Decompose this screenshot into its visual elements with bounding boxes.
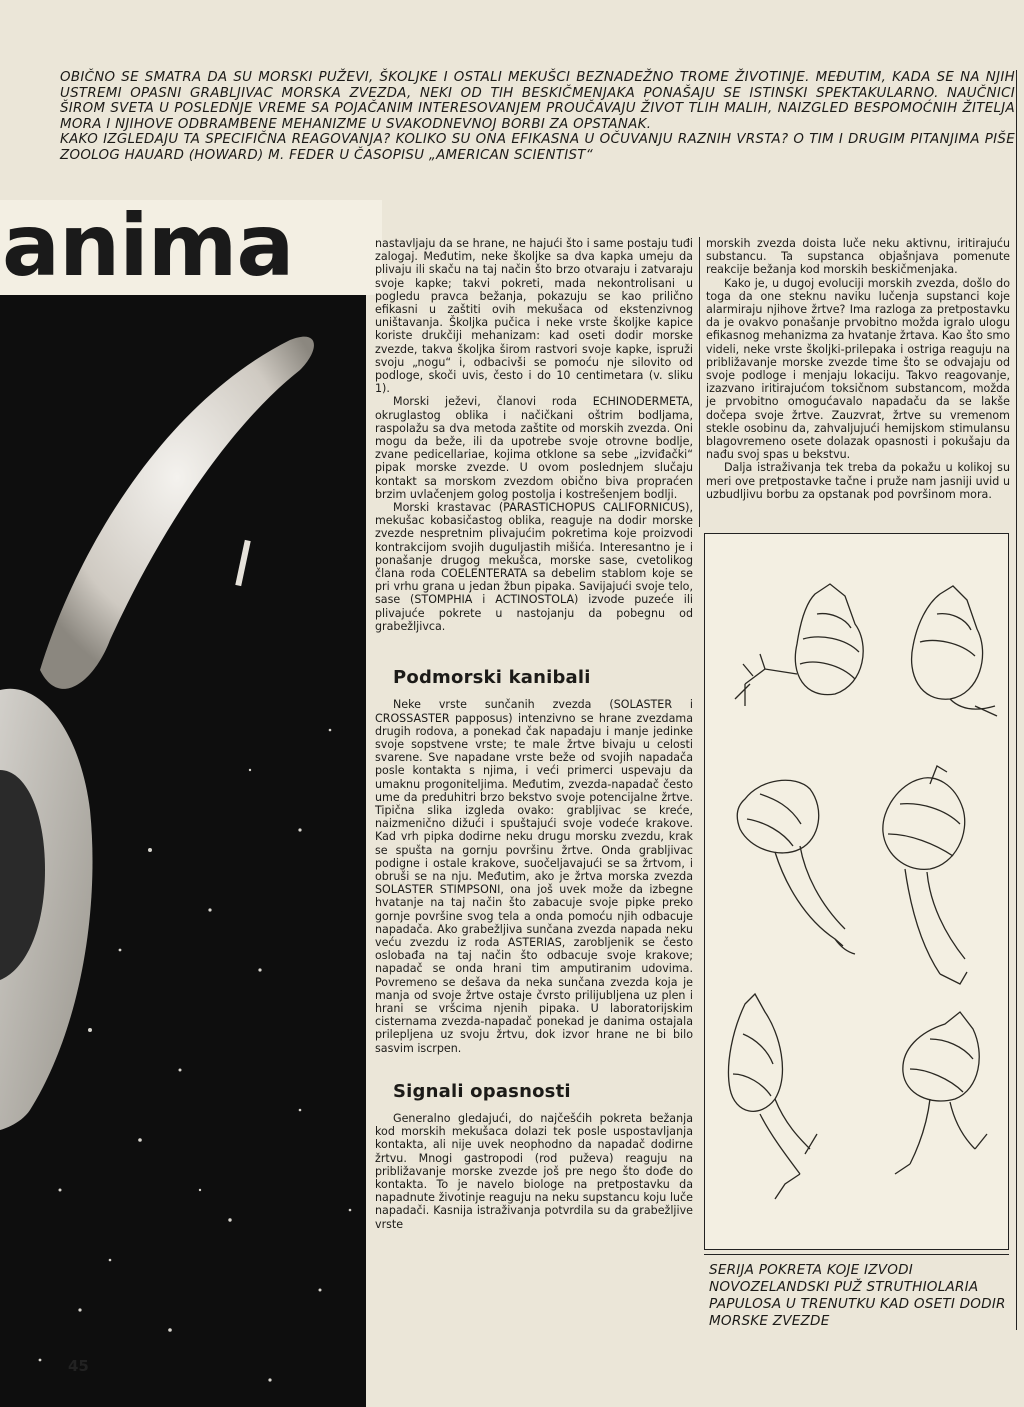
column-divider (699, 237, 700, 527)
middle-paragraph-3: Morski krastavac (PARASTICHOPUS CALIFORNICUS), mekušac kobasičastog oblika, reaguje na dodir morske zvezde nespretnim plivajućim pokretima koje proizvodi kontrakcijom svojih duguljastih mišića. Interesantno je i ponašanje drugog mekušca, morske sase, cvetolikog člana roda COELENTERATA sa debelim stablom koje se pri vrhu grana u jedan žbun pipaka. Savijajući svoje telo, sase (STOMPHIA i ACTINOSTOLA) izvode puzeće ili plivajuće pokrete u nastojanju da pobegnu od grabežljivca. (375, 501, 693, 633)
lead-paragraph-2: KAKO IZGLEDAJU TA SPECIFIČNA REAGOVANJA? KOLIKO SU ONA EFIKASNA U OČUVANJU RAZNIH VRSTA? O TIM I DRUGIM PITANJIMA PIŠE ZOOLOG HAUARD (HOWARD) M. FEDER U ČASOPISU „AMERICAN SCIENTIST“ (60, 132, 1015, 163)
section-heading-danger-signals: Signali opasnosti (393, 1080, 571, 1102)
caption-rule-top (704, 1254, 1009, 1255)
article-title-fragment: anima (0, 200, 382, 295)
right-paragraph-1: morskih zvezda doista luče neku aktivnu, iritirajuću substancu. Ta supstanca objašnjava pomenute reakcije bežanja kod morskih beskičmenjaka. (706, 237, 1010, 277)
right-paragraph-3: Dalja istraživanja tek treba da pokažu u kolikoj su meri ove pretpostavke tačne i pruže nam jasniji uvid u uzbudljivu borbu za opstanak pod površinom mora. (706, 461, 1010, 501)
right-paragraph-2: Kako je, u dugoj evoluciji morskih zvezda, došlo do toga da one steknu naviku lučenja supstanci koje alarmiraju njihove žrtve? Ima razloga za pretpostavku da je ovakvo ponašanje prvobitno možda igralo ulogu efikasnog mehanizma za hvatanje žrtava. Kao što smo videli, neke vrste školjki-prilepaka i ostriga reaguju na približavanje morske zvezde time što se odvajaju od svoje podloge i menjaju lokaciju. Takvo reagovanje, izazvano iritirajućom toksičnom substancom, možda je prvobitno omogućavalo napadaču da se lakše dočepa svoje žrtve. Zauzvrat, žrtve su vremenom stekle osobinu da, zahvaljujući hemijskom stimulansu blagovremeno osete dolazak opasnosti i pokušaju da nađu svoj spas u bekstvu. (706, 276, 1010, 462)
page-frame-line (1016, 70, 1017, 1330)
middle-paragraph-1: nastavljaju da se hrane, ne hajući što i same postaju tuđi zalogaj. Međutim, neke školjke sa dva kapka umeju da plivaju ili skaču na taj način što brzo otvaraju i zatvaraju svoje kapke; takvi pokreti, mada nekontrolisani u pogledu pravca bežanja, pokazuju se kao prilično efikasni u zaštiti ovih mekušaca od ekstenzivnog uništavanja. Školjka pučica i neke vrste školjke kapice koriste drukčiji mehanizam: kad oseti dodir morske zvezde, takva školjka širom rastvori svoje kapke, ispruži svoju „nogu“ i, odbacivši se pomoću nje silovito od podloge, skoči uvis, često i do 10 centimetara (v. sliku 1). (375, 237, 693, 396)
page-number: 45 (68, 1357, 89, 1375)
snail-sequence-illustration-icon (705, 534, 1008, 1249)
middle-column (375, 237, 693, 1231)
middle-paragraph-5: Generalno gledajući, do najčešćih pokreta bežanja kod morskih mekušaca dolazi tek posle uspostavljanja kontakta, ali nije uvek neophodno da napadač dodirne žrtvu. Mnogi gastropodi (rod puževa) reaguju na približavanje morske zvezde još pre nego što dođe do kontakta. To je navelo biologe na pretpostavku da napadnute životinje reaguju na neku supstancu koju luče napadači. Kasnija istraživanja potvrdila su da grabežljive vrste (375, 1111, 693, 1231)
starfish-arm-photo-icon (0, 210, 366, 1407)
lead-paragraph-1: OBIČNO SE SMATRA DA SU MORSKI PUŽEVI, ŠKOLJKE I OSTALI MEKUŠCI BEZNADEŽNO TROME ŽIVOTINJE. MEĐUTIM, KADA SE NA NJIH USTREMI OPASNI GRABLJIVAC MORSKA ZVEZDA, NEKI OD TIH BESKIČMENJAKA PONAŠAJU SE ISTINSKI SPEKTAKULARNO. NAUČNICI ŠIROM SVETA U POSLEDNJE VREME SA POJAČANIM INTERESOVANJEM PROUČAVAJU ŽIVOT TLIH MALIH, NAIZGLED BESPOMOĆNIH ŽITELJA MORA I NJIHOVE ODBRAMBENE MEHANIZME U SVAKODNEVNOJ BORBI ZA OPSTANAK. (60, 70, 1015, 132)
snail-illustration (704, 533, 1009, 1250)
middle-paragraph-2: Morski ježevi, članovi roda ECHINODERMETA, okruglastog oblika i načičkani oštrim bodljama, raspolažu sa dva metoda zaštite od morskih zvezda. Oni mogu da beže, ili da upotrebe svoje otrovne bodlje, zvane pedicellariae, kojima otklone sa sebe „izviđački“ pipak morske zvezde. U ovom poslednjem slučaju kontakt sa morskom zvezdom obično biva propraćen brzim uvlačenjem golog postolja i kostrešenjem bodlji. (375, 395, 693, 501)
section-heading-cannibals: Podmorski kanibali (393, 667, 591, 689)
lead-intro (60, 70, 1015, 164)
right-column (706, 237, 1010, 501)
illustration-caption: SERIJA POKRETA KOJE IZVODI NOVOZELANDSKI PUŽ STRUTHIOLARIA PAPULOSA U TRENUTKU KAD OSETI DODIR MORSKE ZVEZDE (709, 1262, 1006, 1329)
middle-paragraph-4: Neke vrste sunčanih zvezda (SOLASTER i CROSSASTER papposus) intenzivno se hrane zvezdama drugih rodova, a ponekad čak napadaju i manje jedinke svoje sopstvene vrste; te male žrtve bivaju u celosti svarene. Sve napadane vrste beže od svojih napadača posle kontakta s njima, i veći primerci uspevaju da umaknu progoniteljima. Međutim, zvezda-napadač često ume da preduhitri brzo bekstvo svoje potencijalne žrtve. Tipična slika izgleda ovako: grabljivac se kreće, naizmenično dižući i spuštajući svoje vodeće krakove. Kad vrh pipka dodirne neku drugu morsku zvezdu, krak se spušta na gornju površinu žrtve. Onda grabljivac podigne i ostale krakove, suočeljavajući se sa žrtvom, i obruši se na nju. Međutim, ako je žrtva morska zvezda SOLASTER STIMPSONI, ona još uvek može da izbegne hvatanje na taj način što zabacuje svoje pipke preko gornje površine svog tela a onda pomoću njih odbacuje napadača. Ako grabežljiva sunčana zvezda napada neku veću zvezdu iz roda ASTERIAS, zarobljenik se često oslobađa na taj način što odbacuje svoje krakove; napadač se onda hrani tim amputiranim udovima. Povremeno se dešava da neka sunčana zvezda koja je manja od svoje žrtve ostaje čvrsto prilijubljena uz plen i hrani se vršcima njenih pipaka. U laboratorijskim cisternama zvezda-napadač ponekad je danima ostajala prilepljena uz svoju žrtvu, dok izvor hrane ne bi bilo sasvim iscrpen. (375, 698, 693, 1055)
starfish-photo (0, 210, 366, 1407)
